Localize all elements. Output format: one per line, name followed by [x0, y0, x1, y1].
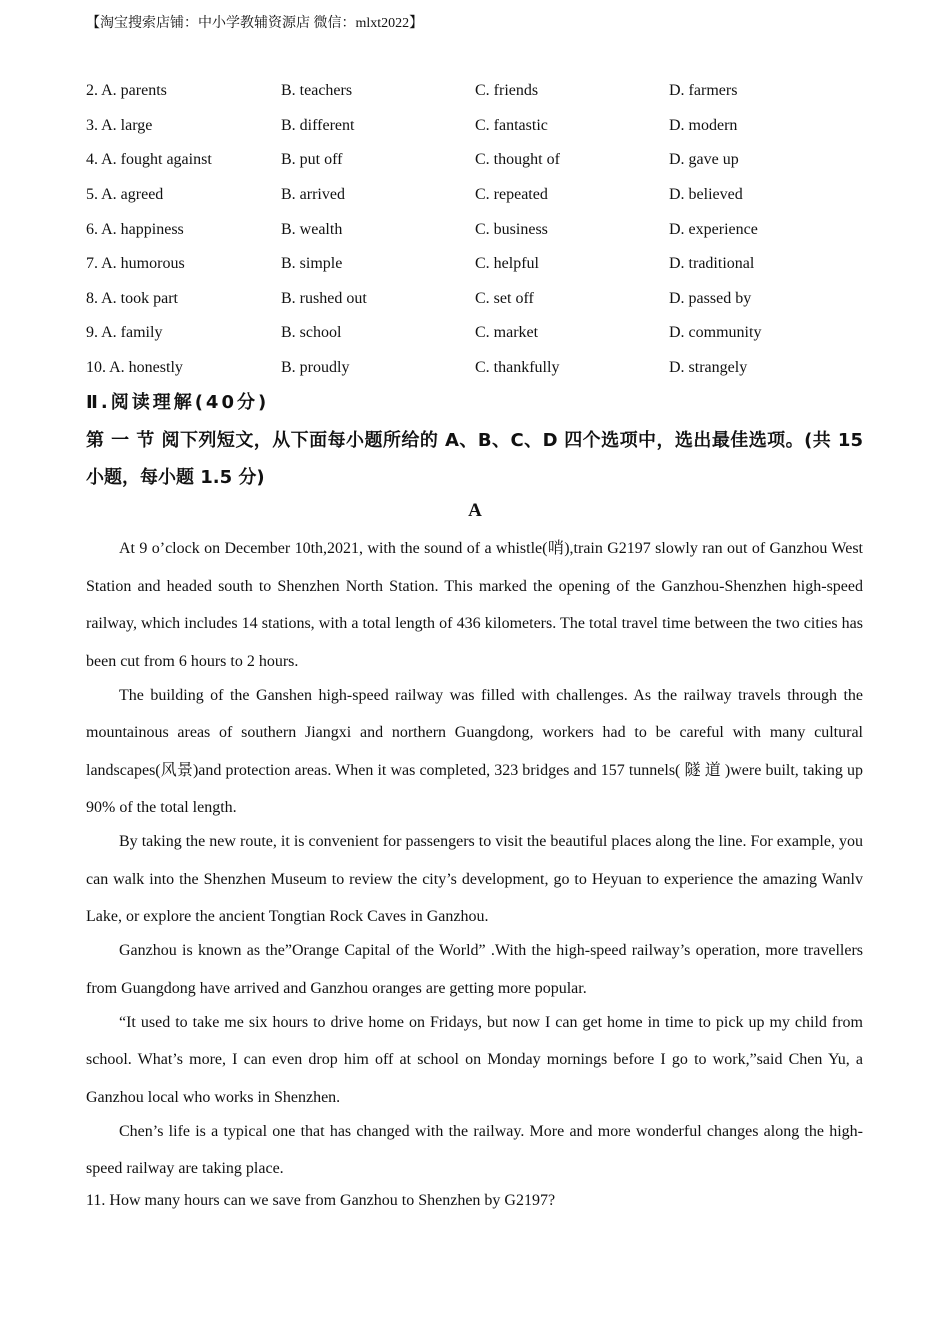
option-d: D. traditional [669, 255, 755, 273]
option-b: B. arrived [281, 186, 345, 204]
option-row [86, 178, 886, 213]
section-title: Ⅱ.阅读理解(40分) [86, 392, 270, 413]
passage-title: A [468, 500, 482, 521]
option-a: 7. A. humorous [86, 255, 185, 273]
passage-body [86, 530, 863, 1184]
option-row [86, 212, 886, 247]
option-b: B. put off [281, 151, 343, 169]
option-b: B. school [281, 324, 342, 342]
option-row [86, 316, 886, 351]
option-a: 8. A. took part [86, 289, 178, 307]
option-b: B. different [281, 116, 355, 134]
option-a: 2. A. parents [86, 82, 167, 100]
passage-paragraph: Chen’s life is a typical one that has changed with the railway. More and more wonderful changes along the high-speed railway are taking place. [86, 1122, 863, 1177]
option-row [86, 74, 886, 109]
option-d: D. community [669, 324, 762, 342]
passage-paragraph: Ganzhou is known as the”Orange Capital of the World” .With the high-speed railway’s operation, more travellers from Guangdong have arrived and Ganzhou oranges are getting more popular. [86, 942, 863, 997]
option-c: C. helpful [475, 255, 539, 273]
passage-paragraph: The building of the Ganshen high-speed railway was filled with challenges. As the railway travels through the mountainous areas of southern Jiangxi and northern Guangdong, workers had to be careful with many cultural landscapes(风景)and protection areas. When it was completed, 323 bridges and 157 tunnels( 隧 道 )were built, taking up 90% of the total length. [86, 686, 863, 816]
passage-paragraph: “It used to take me six hours to drive home on Fridays, but now I can get home in time to pick up my child from school. What’s more, I can even drop him off at school on Monday mornings before I go to work,”said Chen Yu, a Ganzhou local who works in Shenzhen. [86, 1013, 863, 1106]
answer-options-list [86, 74, 886, 385]
option-row [86, 351, 886, 386]
passage-paragraph: At 9 o’clock on December 10th,2021, with the sound of a whistle(哨),train G2197 slowly ran out of Ganzhou West Station and headed south to Shenzhen North Station. This marked the opening of the Ganzhou-Shenzhen high-speed railway, which includes 14 stations, with a total length of 436 kilometers. The total travel time between the two cities has been cut from 6 hours to 2 hours. [86, 540, 863, 670]
option-a: 9. A. family [86, 324, 163, 342]
option-c: C. thankfully [475, 359, 560, 377]
option-a: 4. A. fought against [86, 151, 212, 169]
option-c: C. repeated [475, 186, 548, 204]
option-row [86, 247, 886, 282]
option-d: D. passed by [669, 289, 752, 307]
option-b: B. proudly [281, 359, 350, 377]
option-d: D. modern [669, 116, 738, 134]
option-a: 6. A. happiness [86, 220, 184, 238]
page-header-note: 【淘宝搜索店铺：中小学教辅资源店 微信：mlxt2022】 [86, 16, 424, 31]
option-a: 10. A. honestly [86, 359, 183, 377]
passage-paragraph: By taking the new route, it is convenient for passengers to visit the beautiful places along the line. For example, you can walk into the Shenzhen Museum to review the city’s development, go to Heyuan to experience the amazing Wanlv Lake, or explore the ancient Tongtian Rock Caves in Ganzhou. [86, 833, 863, 925]
option-a: 5. A. agreed [86, 186, 164, 204]
option-b: B. teachers [281, 82, 353, 100]
option-d: D. experience [669, 220, 758, 238]
option-c: C. business [475, 220, 548, 238]
option-d: D. farmers [669, 82, 738, 100]
option-d: D. gave up [669, 151, 739, 169]
option-c: C. market [475, 324, 539, 342]
option-a: 3. A. large [86, 116, 153, 134]
option-b: B. simple [281, 255, 343, 273]
option-c: C. thought of [475, 151, 560, 169]
option-d: D. believed [669, 186, 743, 204]
question-11: 11. How many hours can we save from Ganzhou to Shenzhen by G2197? [86, 1192, 556, 1209]
option-c: C. fantastic [475, 116, 548, 134]
option-c: C. set off [475, 289, 534, 307]
option-b: B. wealth [281, 220, 343, 238]
option-c: C. friends [475, 82, 539, 100]
option-row [86, 143, 886, 178]
option-row [86, 282, 886, 317]
option-b: B. rushed out [281, 289, 367, 307]
option-row [86, 109, 886, 144]
section-instruction: 第 一 节 阅下列短文，从下面每小题所给的 A、B、C、D 四个选项中，选出最佳选项。(共 15 小题，每小题 1.5 分) [86, 430, 863, 488]
option-d: D. strangely [669, 359, 748, 377]
